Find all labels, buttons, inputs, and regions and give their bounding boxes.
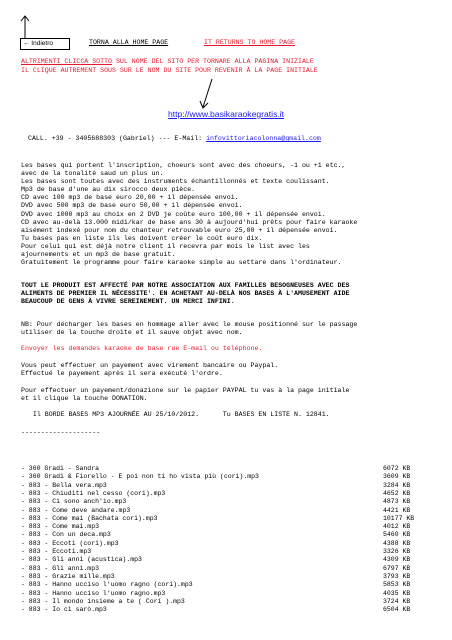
intro-line: Les bases sont toutes avec des instruments échantillonnés et texte coulissant. [21,178,330,186]
song-size: 3326 KB [383,548,411,555]
song-size: 6072 KB [383,465,411,472]
song-title[interactable]: - 883 - Con un deca.mp3 [21,531,111,539]
song-row[interactable] [21,556,421,564]
song-row[interactable] [21,565,421,573]
song-size: 3724 KB [383,597,411,605]
song-row[interactable] [21,498,421,506]
song-row[interactable] [21,515,421,523]
payment-paragraph [21,362,441,378]
song-row[interactable] [21,465,421,473]
site-url-link[interactable]: http://www.basikaraokegratis.it [168,109,285,119]
notice-line-1 [21,58,314,66]
song-title[interactable]: - 360 Gradi - Sandra [21,465,100,472]
back-button[interactable]: ← Indietro [20,38,70,50]
song-size: 10177 KB [383,514,415,522]
paypal-line: et il clique la touche DONATION. [21,395,148,403]
song-row[interactable] [21,573,421,581]
home-page-link-en[interactable]: IT RETURNS TO HOME PAGE [204,39,296,46]
song-title[interactable]: - 883 - Come mai.mp3 [21,523,100,531]
song-row[interactable] [21,523,421,531]
paypal-line: Pour effectuer un payement/donazione sur le papier PAYPAL tu vas à la page initiale [21,387,350,394]
song-size: 6504 KB [383,606,411,614]
song-row[interactable] [21,473,421,481]
song-size: 4652 KB [383,489,411,497]
intro-line: Gratuitement le programme pour faire karaoke simple au settare dans l'ordinateur. [21,259,342,267]
download-line: NB: Pour décharger les bases en hommage aller avec le mouse positionné sur le passage [21,321,358,328]
song-title[interactable]: - 883 - Come deve andare.mp3 [21,506,131,514]
separator [21,429,441,437]
song-row[interactable] [21,548,421,556]
song-title[interactable]: - 883 - Gli anni (acustica).mp3 [21,556,142,564]
song-row[interactable] [21,482,421,490]
click-below-link[interactable]: ALTRIMENTI CLICCA SOTTO [21,58,113,65]
charity-line: BEAUCOUP DE GENS À VIVRE SEREINEMENT. UN MERCI INFINI. [21,298,235,306]
song-size: 4421 KB [383,506,411,514]
song-size: 3793 KB [383,572,411,580]
contact-phone: CALL. +39 - 3405688303 (Gabriel) --- E-Mail: [28,135,207,142]
song-row[interactable] [21,606,421,614]
intro-line: aisément indexé pour nom du chanteur retrouvable euro 25,00 + il dépensée envoi. [21,226,338,234]
song-title[interactable]: - 883 - Chiuditi nel cesso (cori).mp3 [21,489,166,497]
song-title[interactable]: - 883 - Eccoti.mp3 [21,548,92,555]
notice-line-2: IL CLIQUE AUTREMENT SOUS SUR LE NOM DU SITE POUR REVENIR À LA PAGE INITIALE [21,67,318,74]
intro-line: Tu bases pas en liste ils les doivent créer le coût euro dix. [21,234,263,242]
song-row[interactable] [21,531,421,539]
song-title[interactable]: - 883 - Gli anni.mp3 [21,564,100,572]
song-size: 4012 KB [383,523,411,531]
song-title[interactable]: - 883 - Bella vera.mp3 [21,481,107,489]
song-size: 5460 KB [383,531,411,539]
intro-paragraph [21,162,441,267]
request-line [21,345,441,353]
intro-line: CD avec 100 mp3 de base euro 20,00 + il dépensée envoi. [21,194,239,202]
home-page-link[interactable]: TORNA ALLA HOME PAGE [89,39,169,46]
download-line: utiliser de la touche droite et il sauve objet avec nom. [21,329,243,337]
song-row[interactable] [21,540,421,548]
song-title[interactable]: - 883 - Eccoti (cori).mp3 [21,539,119,547]
payment-line: Vous peut effectuer un payement avec virement bancaire ou Paypal. [21,362,279,369]
song-title[interactable]: - 883 - Hanno ucciso l'uomo ragno (cori).mp3 [21,581,193,589]
song-title[interactable]: - 360 Gradi & Fiorello - E poi non ti ho vista più (cori).mp3 [21,473,259,481]
song-size: 4035 KB [383,589,411,597]
down-arrow-icon [196,78,216,110]
charity-line: ALIMENTS DE PREMIER IL NÉCESSITE'. EN ACHETANT AU-DELÀ NOS BASES À L'AMUSEMENT AIDE [21,290,350,298]
song-row[interactable] [21,598,421,606]
email-link[interactable]: infovittoriacolonna@gmail.com [206,135,321,142]
contact-line [28,135,321,143]
intro-line: DVD avec 500 mp3 de base euro 50,00 + il dépensée envoi. [21,202,243,210]
song-title[interactable]: - 883 - Hanno ucciso l'uomo ragno.mp3 [21,589,166,597]
notice-line-1-rest: SUL NOME DEL SITO PER TORNARE ALLA PAGINA INIZIALE [112,58,314,65]
song-row[interactable] [21,507,421,515]
song-row[interactable] [21,581,421,589]
song-row[interactable] [21,490,421,498]
intro-line: DVD avec 1000 mp3 au choix en 2 DVD je coûte euro 100,00 + il dépensée envoi. [21,210,326,218]
download-paragraph [21,321,441,337]
song-size: 5853 KB [383,581,411,589]
paypal-paragraph [21,387,441,403]
song-title[interactable]: - 883 - Ci sono anch'io.mp3 [21,498,127,506]
song-size: 4309 KB [383,556,411,564]
intro-line: Les bases qui portent l'inscription, choeurs sont avec des choeurs, -1 ou +1 etc., [21,162,346,169]
song-title[interactable]: - 883 - Il mondo insieme a te ( Cori ).mp3 [21,597,185,605]
intro-line: Mp3 de base d'une au dix sirocco deux pièce. [21,186,196,194]
update-text: Il BORDE BASES MP3 AJOURNÉE AU 25/10/2012. Tu BASES EN LISTE N. 12841. [21,411,330,418]
up-arrow-icon[interactable] [20,14,30,38]
update-line [21,411,441,419]
song-title[interactable]: - 883 - Come mai (Bachata cori).mp3 [21,514,158,522]
intro-line: Pour celui qui est déjà notre client il recevra par mois le list avec les [21,242,310,250]
intro-line: CD avec au-delà 13.000 midi/kar de base ans 30 à aujourd'hui prêts pour faire karaoke [21,218,358,226]
song-size: 6797 KB [383,564,411,572]
intro-line: avec de la tonalité saud un plus un. [21,170,164,178]
intro-line: ajournements et un mp3 de base gratuit. [21,251,176,259]
charity-line: TOUT LE PRODUIT EST AFFECTÉ PAR NOTRE ASSOCIATION AUX FAMILLES BESOGNEUSES AVEC DES [21,282,350,289]
charity-paragraph [21,282,441,306]
song-title[interactable]: - 883 - Io ci sarò.mp3 [21,606,107,614]
song-size: 3284 KB [383,481,411,489]
song-size: 4388 KB [383,539,411,547]
request-text: Envoyer les demandes karaoke de base rue E-mail ou téléphone. [21,345,263,352]
song-row[interactable] [21,590,421,598]
song-size: 3609 KB [383,473,411,481]
separator-text: -------------------- [21,429,101,436]
song-size: 4873 KB [383,498,411,506]
song-title[interactable]: - 883 - Grazie mille.mp3 [21,572,115,580]
payment-line: Effectué le payement après il sera exécuté l'ordre. [21,370,223,378]
